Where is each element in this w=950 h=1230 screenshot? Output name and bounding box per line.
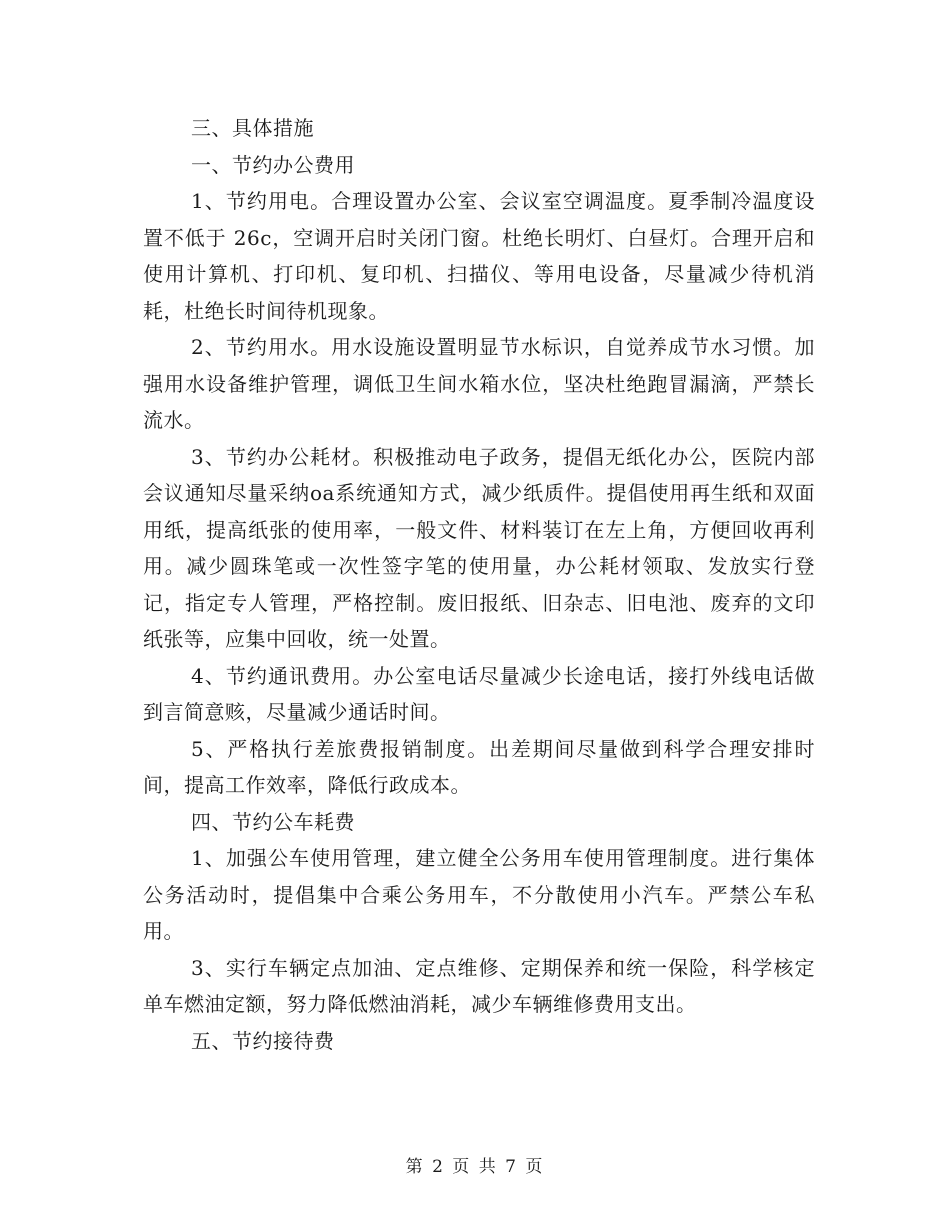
paragraph-communication: 4、节约通讯费用。办公室电话尽量减少长途电话，接打外线电话做到言简意赅，尽量减少通话时间。	[143, 663, 815, 724]
subsection-heading: 五、节约接待费	[191, 1028, 335, 1053]
paragraph-vehicle-maintenance: 3、实行车辆定点加油、定点维修、定期保养和统一保险，科学核定单车燃油定额，努力降低燃油消耗，减少车辆维修费用支出。	[143, 955, 815, 1016]
paragraph-vehicle-management: 1、加强公车使用管理，建立健全公务用车使用管理制度。进行集体公务活动时，提倡集中合乘公务用车，不分散使用小汽车。严禁公车私用。	[143, 846, 815, 943]
paragraph-water: 2、节约用水。用水设施设置明显节水标识，自觉养成节水习惯。加强用水设备维护管理，调低卫生间水箱水位，坚决杜绝跑冒漏滴，严禁长流水。	[143, 335, 815, 432]
subsection-heading: 四、节约公车耗费	[191, 809, 355, 834]
paragraph-electricity: 1、节约用电。合理设置办公室、会议室空调温度。夏季制冷温度设置不低于 26c，空调开启时关闭门窗。杜绝长明灯、白昼灯。合理开启和使用计算机、打印机、复印机、扫描仪、等用电设备，尽量减少待机消耗，杜绝长时间待机现象。	[143, 189, 815, 323]
paragraph-office-supplies: 3、节约办公耗材。积极推动电子政务，提倡无纸化办公，医院内部会议通知尽量采纳oa系统通知方式，减少纸质件。提倡使用再生纸和双面用纸，提高纸张的使用率，一般文件、材料装订在左上角，方便回收再利用。减少圆珠笔或一次性签字笔的使用量，办公耗材领取、发放实行登记，指定专人管理，严格控制。废旧报纸、旧杂志、旧电池、废弃的文印纸张等，应集中回收，统一处置。	[143, 444, 815, 651]
paragraph-travel: 5、严格执行差旅费报销制度。出差期间尽量做到科学合理安排时间，提高工作效率，降低行政成本。	[143, 736, 815, 797]
subsection-heading: 一、节约办公费用	[191, 152, 355, 177]
document-body	[143, 110, 815, 1059]
section-heading: 三、具体措施	[191, 116, 314, 140]
page-number-footer: 第 2 页 共 7 页	[405, 1157, 545, 1177]
